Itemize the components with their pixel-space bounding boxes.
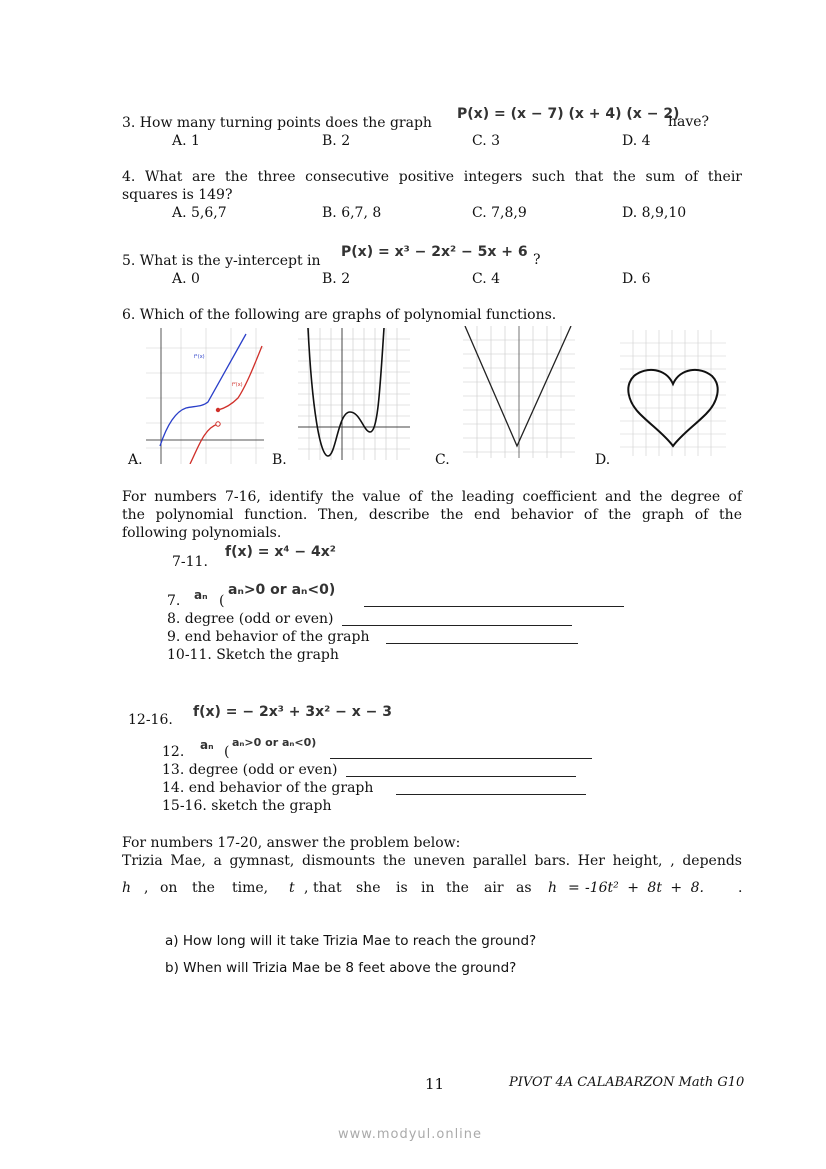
q5-option-b: B. 2: [322, 271, 351, 287]
item12-answer-line[interactable]: [330, 744, 592, 759]
q3-formula: P(x) = (x − 7) (x + 4) (x − 2): [457, 106, 680, 122]
graph-a: [146, 328, 264, 464]
problem-word-on: on: [160, 880, 178, 896]
instructions-line2: the polynomial function. Then, describe the end behavior of the graph of the: [122, 507, 742, 523]
item14-answer-line[interactable]: [396, 780, 586, 795]
q4-option-a: A. 5,6,7: [172, 205, 227, 221]
item7-condition: aₙ>0 or aₙ<0): [228, 582, 336, 598]
problem-question-b: b) When will Trizia Mae be 8 feet above the ground?: [165, 960, 517, 976]
item7-number: 7.: [167, 593, 181, 609]
red-curve-upper: [218, 346, 262, 410]
item12-number: 12.: [162, 744, 185, 760]
graph-b: [298, 328, 410, 460]
problem-question-a: a) How long will it take Trizia Mae to reach the ground?: [165, 933, 537, 949]
q4-option-c: C. 7,8,9: [472, 205, 527, 221]
p1-label: 7-11.: [172, 554, 208, 570]
item9-text: 9. end behavior of the graph: [167, 629, 370, 645]
p2-label: 12-16.: [128, 712, 173, 728]
problem-word-that: that: [313, 880, 342, 896]
problem-word-as: as: [516, 880, 532, 896]
q3-tail: have?: [668, 114, 710, 130]
watermark: www.modyul.online: [338, 1127, 483, 1142]
problem-intro: For numbers 17-20, answer the problem below:: [122, 835, 461, 851]
red-curve-lower: [190, 424, 218, 464]
item10-text: 10-11. Sketch the graph: [167, 647, 339, 663]
p2-formula: f(x) = − 2x³ + 3x² − x − 3: [193, 704, 393, 720]
quartic-curve: [308, 328, 384, 456]
q4-line1: 4. What are the three consecutive positive integers such that the sum of their: [122, 169, 742, 185]
q5-text: 5. What is the y-intercept in: [122, 253, 321, 269]
item7-an: aₙ: [194, 588, 208, 602]
instructions-line3: following polynomials.: [122, 525, 282, 541]
q3-text: 3. How many turning points does the graph: [122, 115, 432, 131]
problem-word-she: she: [356, 880, 381, 896]
graph-a-label: A.: [128, 452, 143, 468]
item12-paren: (: [224, 744, 230, 760]
q5-option-d: D. 6: [622, 271, 651, 287]
closed-dot: [216, 408, 220, 412]
item13-text: 13. degree (odd or even): [162, 762, 338, 778]
graph-d-label: D.: [595, 452, 611, 468]
problem-equals: =: [568, 880, 580, 896]
problem-word-time: time,: [232, 880, 269, 896]
blue-curve: [160, 334, 246, 446]
absolute-value-curve: [465, 326, 571, 446]
graph-c-label: C.: [435, 452, 450, 468]
graph-a-label-mid: f²(x): [232, 382, 243, 388]
page-number: 11: [425, 1075, 445, 1093]
item8-text: 8. degree (odd or even): [167, 611, 334, 627]
item9-answer-line[interactable]: [386, 629, 578, 644]
item14-text: 14. end behavior of the graph: [162, 780, 374, 796]
q3-option-c: C. 3: [472, 133, 501, 149]
open-dot: [216, 422, 220, 426]
graph-c: [463, 326, 575, 458]
item12-an: aₙ: [200, 738, 214, 752]
q5-formula: P(x) = x³ − 2x² − 5x + 6: [341, 244, 528, 260]
q4-line2: squares is 149?: [122, 187, 233, 203]
q4-option-d: D. 8,9,10: [622, 205, 687, 221]
q3-option-b: B. 2: [322, 133, 351, 149]
item7-paren: (: [219, 593, 225, 609]
problem-var-h-2: h: [548, 880, 558, 896]
q3-option-d: D. 4: [622, 133, 651, 149]
graph-b-label: B.: [272, 452, 287, 468]
problem-comma: ,: [144, 880, 149, 896]
problem-var-t: t: [289, 880, 295, 896]
q5-option-a: A. 0: [172, 271, 200, 287]
problem-comma-2: ,: [304, 880, 309, 896]
q5-tail: ?: [533, 252, 541, 268]
q4-option-b: B. 6,7, 8: [322, 205, 382, 221]
graph-a-label-top: f¹(x): [194, 354, 205, 360]
item13-answer-line[interactable]: [346, 762, 576, 777]
problem-word-the-2: the: [446, 880, 469, 896]
footer-title: PIVOT 4A CALABARZON Math G10: [509, 1075, 745, 1090]
problem-word-air: air: [484, 880, 504, 896]
instructions-line1: For numbers 7-16, identify the value of the leading coefficient and the degree of: [122, 489, 742, 505]
p1-formula: f(x) = x⁴ − 4x²: [225, 544, 336, 560]
q6-text: 6. Which of the following are graphs of polynomial functions.: [122, 307, 557, 323]
problem-word-is: is: [396, 880, 408, 896]
item15-text: 15-16. sketch the graph: [162, 798, 332, 814]
q5-option-c: C. 4: [472, 271, 501, 287]
problem-line1: Trizia Mae, a gymnast, dismounts the uneven parallel bars. Her height, , depends: [122, 853, 742, 869]
problem-word-in: in: [421, 880, 435, 896]
problem-equation: -16t² + 8t + 8.: [585, 880, 704, 896]
q3-option-a: A. 1: [172, 133, 200, 149]
problem-var-h: h: [122, 880, 132, 896]
problem-period: .: [738, 880, 743, 896]
item8-answer-line[interactable]: [342, 611, 572, 626]
problem-word-the: the: [192, 880, 215, 896]
graph-d: [620, 330, 726, 456]
item12-condition: aₙ>0 or aₙ<0): [232, 736, 317, 749]
item7-answer-line[interactable]: [364, 592, 624, 607]
